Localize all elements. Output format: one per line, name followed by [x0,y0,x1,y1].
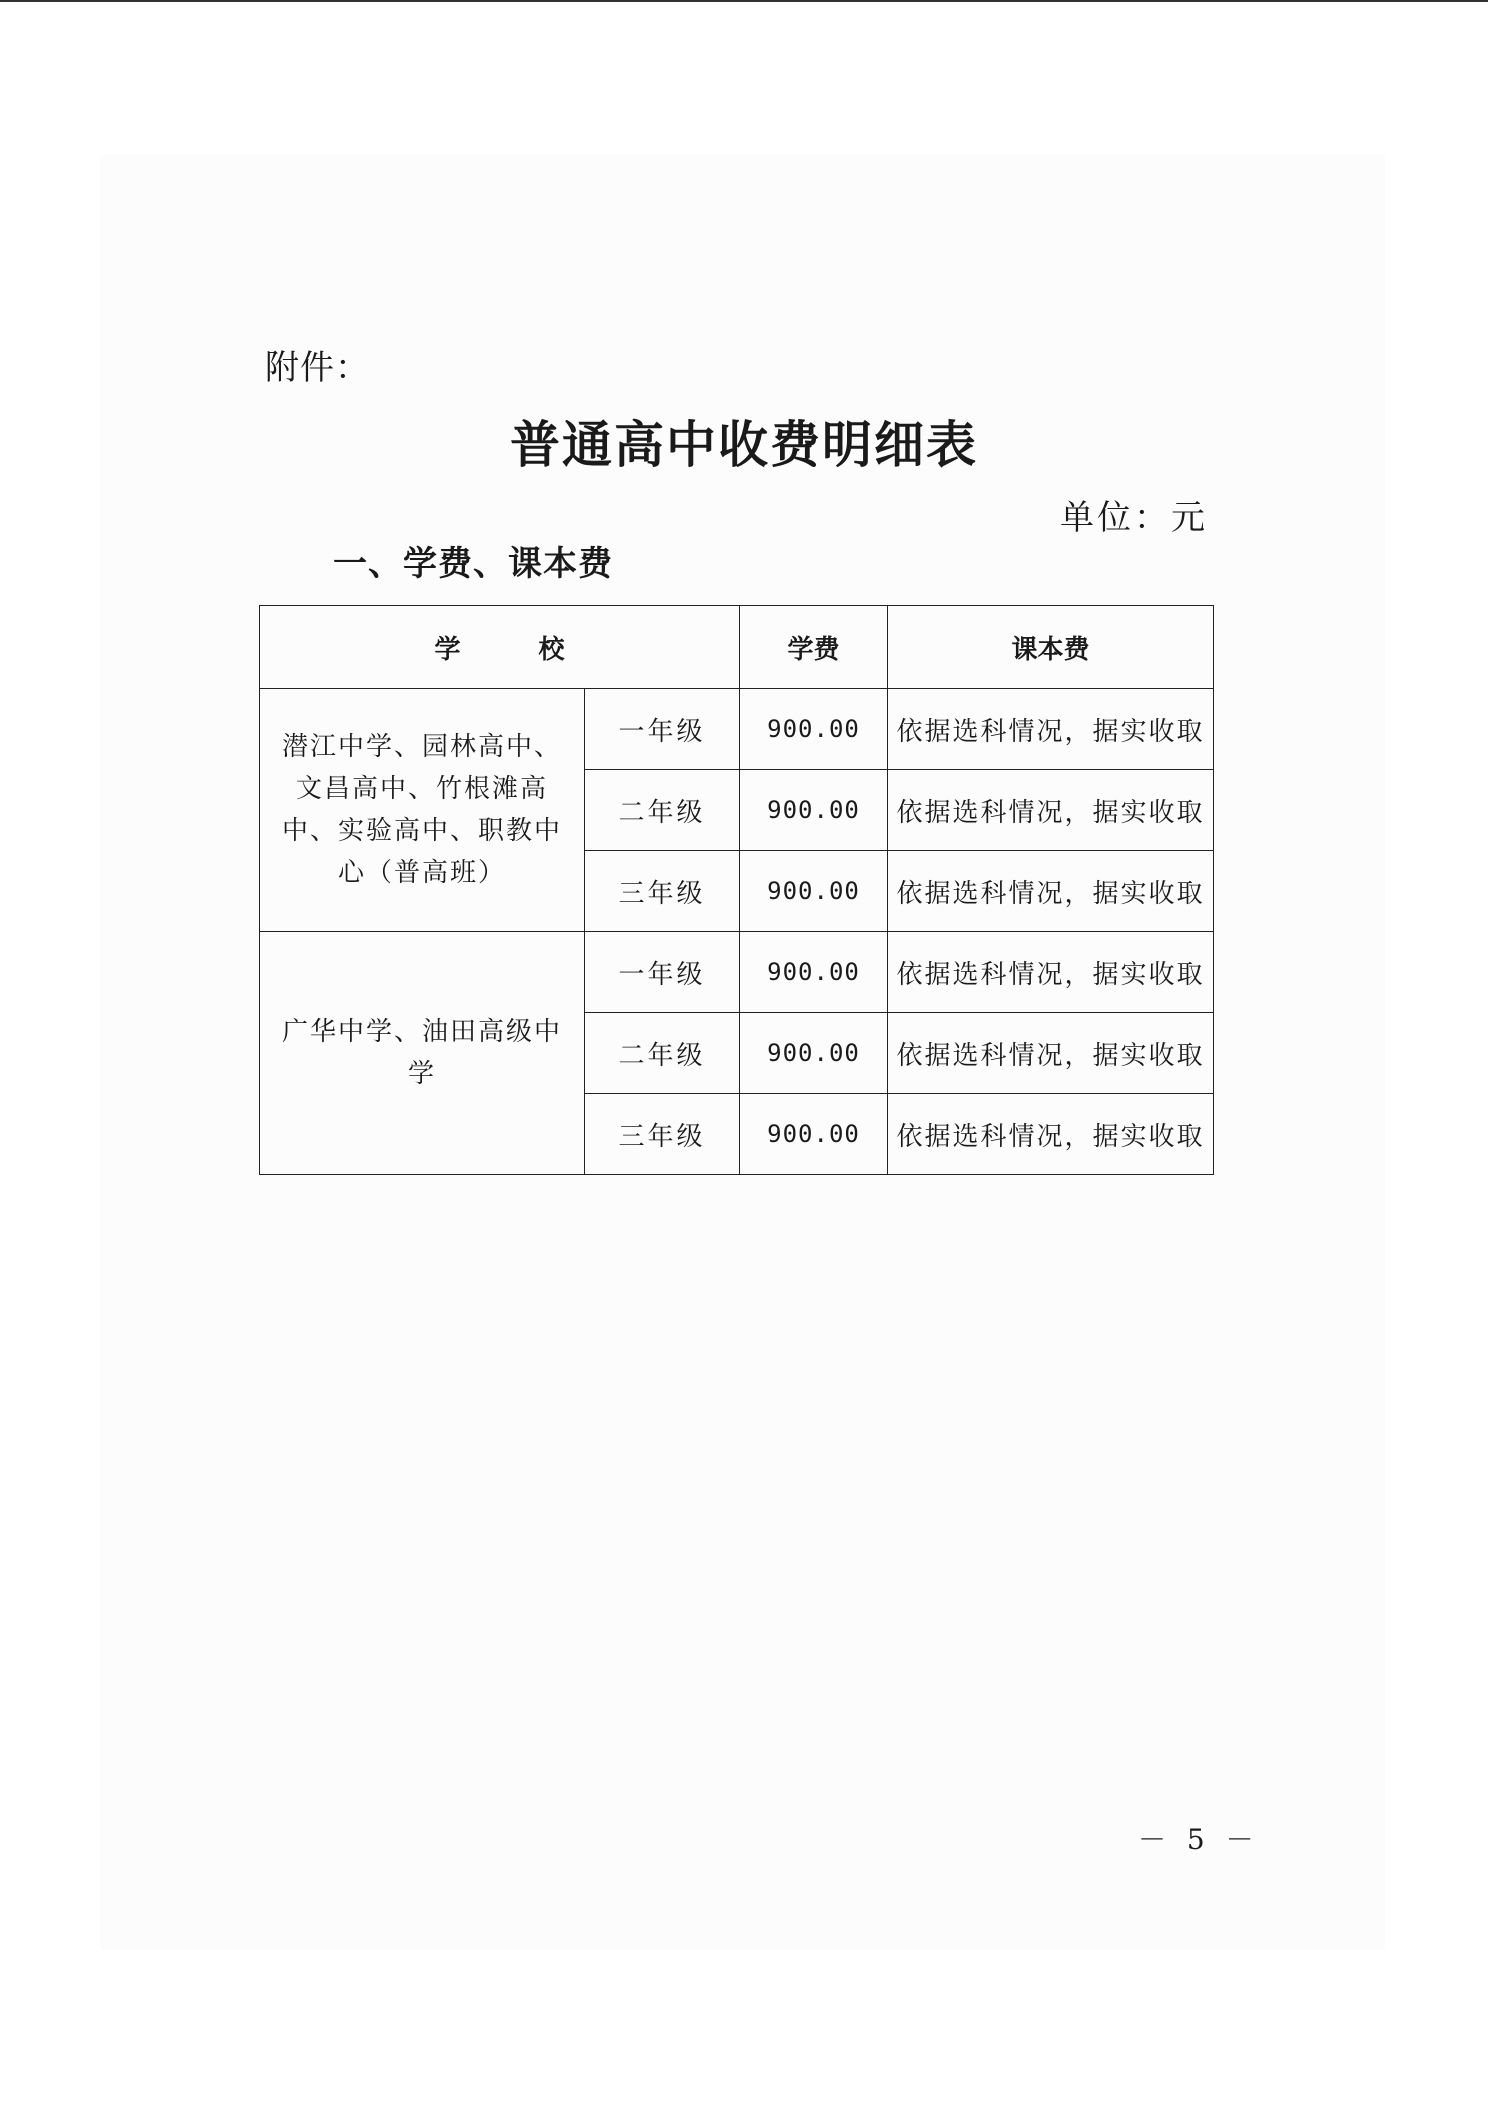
section-heading: 一、学费、课本费 [333,544,613,584]
page-top-edge [0,0,1488,2]
page-number: － 5 － [1138,1823,1260,1856]
grade-cell: 二年级 [585,770,740,851]
tuition-cell: 900.00 [740,770,888,851]
header-tuition: 学费 [740,606,888,689]
unit-label: 单位：元 [1060,498,1208,538]
tuition-cell: 900.00 [740,932,888,1013]
attachment-label: 附件： [265,348,370,388]
tuition-cell: 900.00 [740,689,888,770]
textbook-cell: 依据选科情况，据实收取 [888,770,1214,851]
table-row [260,689,1214,770]
tuition-cell: 900.00 [740,1094,888,1175]
page-title: 普通高中收费明细表 [510,415,978,474]
header-textbook: 课本费 [888,606,1214,689]
grade-cell: 三年级 [585,1094,740,1175]
fee-table [259,605,1214,1175]
textbook-cell: 依据选科情况，据实收取 [888,1013,1214,1094]
table-row [260,932,1214,1013]
grade-cell: 三年级 [585,851,740,932]
textbook-cell: 依据选科情况，据实收取 [888,851,1214,932]
school-group-cell: 潜江中学、园林高中、文昌高中、竹根滩高中、实验高中、职教中心（普高班） [260,689,585,932]
table-header-row [260,606,1214,689]
textbook-cell: 依据选科情况，据实收取 [888,689,1214,770]
textbook-cell: 依据选科情况，据实收取 [888,1094,1214,1175]
tuition-cell: 900.00 [740,1013,888,1094]
header-school: 学 校 [260,606,740,689]
textbook-cell: 依据选科情况，据实收取 [888,932,1214,1013]
tuition-cell: 900.00 [740,851,888,932]
grade-cell: 一年级 [585,689,740,770]
grade-cell: 一年级 [585,932,740,1013]
grade-cell: 二年级 [585,1013,740,1094]
school-group-cell: 广华中学、油田高级中学 [260,932,585,1175]
